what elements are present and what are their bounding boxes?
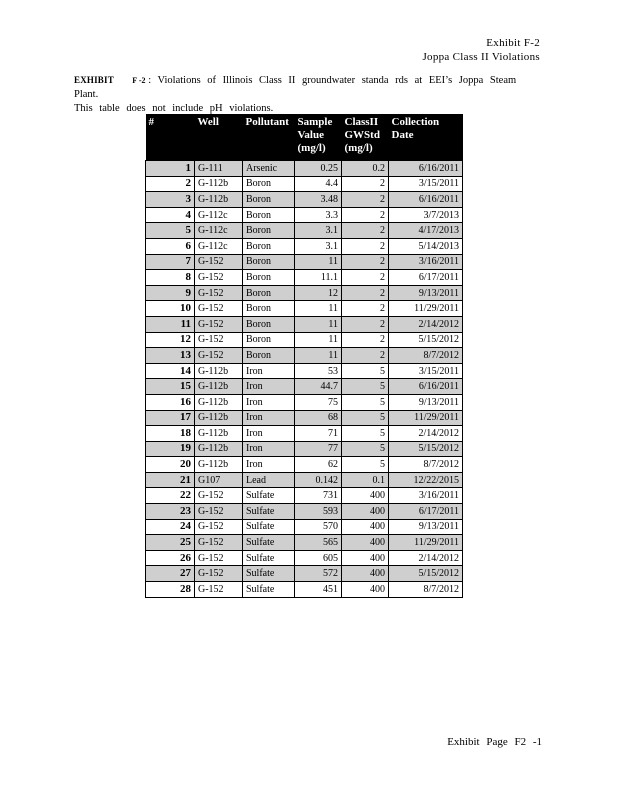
table-row [146,161,463,177]
pollutant-cell: Sulfate [243,488,295,504]
row-number: 4 [146,207,195,223]
sample-value-cell: 68 [295,410,342,426]
well-cell: G-152 [195,550,243,566]
collection-date-cell: 5/14/2013 [389,238,463,254]
collection-date-cell: 8/7/2012 [389,348,463,364]
pollutant-cell: Sulfate [243,504,295,520]
gw-standard-cell: 400 [342,488,389,504]
gw-standard-cell: 2 [342,332,389,348]
table-row [146,566,463,582]
row-number: 27 [146,566,195,582]
row-number: 24 [146,519,195,535]
table-row [146,363,463,379]
violations-table [145,114,463,598]
pollutant-cell: Sulfate [243,566,295,582]
row-number: 11 [146,316,195,332]
table-caption [74,73,544,116]
collection-date-cell: 9/13/2011 [389,285,463,301]
collection-date-cell: 8/7/2012 [389,582,463,598]
pollutant-cell: Boron [243,207,295,223]
gw-standard-cell: 5 [342,363,389,379]
collection-date-cell: 3/16/2011 [389,488,463,504]
table-row [146,176,463,192]
collection-date-cell: 6/17/2011 [389,270,463,286]
pollutant-cell: Boron [243,332,295,348]
caption-label: EXHIBIT [74,75,114,85]
col-header-pollutant: Pollutant [245,116,289,128]
collection-date-cell: 4/17/2013 [389,223,463,239]
well-cell: G-112c [195,223,243,239]
well-cell: G-112b [195,192,243,208]
gw-standard-cell: 0.2 [342,161,389,177]
well-cell: G-152 [195,316,243,332]
collection-date-cell: 6/16/2011 [389,379,463,395]
sample-value-cell: 11 [295,301,342,317]
pollutant-cell: Iron [243,441,295,457]
table-row [146,519,463,535]
sample-value-cell: 605 [295,550,342,566]
table-row [146,472,463,488]
pollutant-cell: Iron [243,379,295,395]
row-number: 12 [146,332,195,348]
caption-text: : Violations of Illinois Class II groundwater standa rds at EEI’s Joppa Steam Plant. [74,75,517,100]
collection-date-cell: 5/15/2012 [389,441,463,457]
sample-value-cell: 11.1 [295,270,342,286]
pollutant-cell: Sulfate [243,519,295,535]
page-footer: Exhibit Page F2 -1 [447,736,542,748]
pollutant-cell: Boron [243,348,295,364]
row-number: 20 [146,457,195,473]
row-number: 7 [146,254,195,270]
pollutant-cell: Iron [243,426,295,442]
sample-value-cell: 0.142 [295,472,342,488]
sample-value-cell: 3.1 [295,223,342,239]
caption-id: F -2 [132,76,146,85]
collection-date-cell: 3/7/2013 [389,207,463,223]
well-cell: G107 [195,472,243,488]
table-row [146,550,463,566]
sample-value-cell: 71 [295,426,342,442]
table-row [146,332,463,348]
pollutant-cell: Boron [243,270,295,286]
sample-value-cell: 75 [295,394,342,410]
sample-value-cell: 53 [295,363,342,379]
gw-standard-cell: 5 [342,379,389,395]
gw-standard-cell: 2 [342,192,389,208]
table-row [146,535,463,551]
well-cell: G-152 [195,301,243,317]
well-cell: G-152 [195,332,243,348]
pollutant-cell: Sulfate [243,550,295,566]
row-number: 18 [146,426,195,442]
sample-value-cell: 451 [295,582,342,598]
row-number: 8 [146,270,195,286]
table-row [146,394,463,410]
sample-value-cell: 12 [295,285,342,301]
collection-date-cell: 5/15/2012 [389,566,463,582]
collection-date-cell: 6/16/2011 [389,161,463,177]
pollutant-cell: Arsenic [243,161,295,177]
well-cell: G-152 [195,504,243,520]
well-cell: G-152 [195,582,243,598]
gw-standard-cell: 2 [342,176,389,192]
gw-standard-cell: 400 [342,504,389,520]
table-row [146,457,463,473]
collection-date-cell: 11/29/2011 [389,301,463,317]
sample-value-cell: 44.7 [295,379,342,395]
gw-standard-cell: 400 [342,566,389,582]
col-header-well: Well [197,116,219,128]
collection-date-cell: 2/14/2012 [389,426,463,442]
well-cell: G-112b [195,426,243,442]
col-header-number: # [148,116,154,128]
row-number: 13 [146,348,195,364]
pollutant-cell: Sulfate [243,582,295,598]
well-cell: G-152 [195,488,243,504]
collection-date-cell: 2/14/2012 [389,316,463,332]
row-number: 15 [146,379,195,395]
well-cell: G-112b [195,394,243,410]
gw-standard-cell: 5 [342,441,389,457]
sample-value-cell: 572 [295,566,342,582]
well-cell: G-152 [195,348,243,364]
pollutant-cell: Iron [243,410,295,426]
pollutant-cell: Boron [243,176,295,192]
gw-standard-cell: 5 [342,394,389,410]
row-number: 22 [146,488,195,504]
collection-date-cell: 3/15/2011 [389,176,463,192]
collection-date-cell: 11/29/2011 [389,535,463,551]
row-number: 28 [146,582,195,598]
sample-value-cell: 593 [295,504,342,520]
well-cell: G-152 [195,566,243,582]
pollutant-cell: Lead [243,472,295,488]
table-row [146,504,463,520]
gw-standard-cell: 2 [342,223,389,239]
well-cell: G-112b [195,176,243,192]
row-number: 5 [146,223,195,239]
table-row [146,379,463,395]
table-row [146,410,463,426]
table-row [146,441,463,457]
gw-standard-cell: 2 [342,254,389,270]
well-cell: G-112c [195,238,243,254]
well-cell: G-152 [195,270,243,286]
pollutant-cell: Boron [243,192,295,208]
sample-value-cell: 11 [295,316,342,332]
table-row [146,582,463,598]
pollutant-cell: Boron [243,238,295,254]
gw-standard-cell: 2 [342,270,389,286]
gw-standard-cell: 5 [342,410,389,426]
collection-date-cell: 5/15/2012 [389,332,463,348]
table-row [146,426,463,442]
col-header-gw-standard: ClassII GWStd (mg/l) [344,116,380,154]
collection-date-cell: 11/29/2011 [389,410,463,426]
sample-value-cell: 77 [295,441,342,457]
collection-date-cell: 3/16/2011 [389,254,463,270]
collection-date-cell: 2/14/2012 [389,550,463,566]
collection-date-cell: 3/15/2011 [389,363,463,379]
gw-standard-cell: 400 [342,535,389,551]
collection-date-cell: 6/17/2011 [389,504,463,520]
caption-note: This table does not include pH violations. [74,103,274,114]
gw-standard-cell: 2 [342,207,389,223]
pollutant-cell: Boron [243,223,295,239]
collection-date-cell: 9/13/2011 [389,519,463,535]
row-number: 26 [146,550,195,566]
collection-date-cell: 12/22/2015 [389,472,463,488]
sample-value-cell: 62 [295,457,342,473]
table-row [146,348,463,364]
table-row [146,238,463,254]
table-header-row [146,114,463,161]
well-cell: G-152 [195,519,243,535]
col-header-sample-value: Sample Value (mg/l) [297,116,333,154]
table-row [146,207,463,223]
row-number: 14 [146,363,195,379]
sample-value-cell: 731 [295,488,342,504]
gw-standard-cell: 5 [342,426,389,442]
pollutant-cell: Iron [243,457,295,473]
sample-value-cell: 3.48 [295,192,342,208]
well-cell: G-112b [195,363,243,379]
well-cell: G-152 [195,254,243,270]
well-cell: G-111 [195,161,243,177]
gw-standard-cell: 400 [342,582,389,598]
table-row [146,270,463,286]
row-number: 6 [146,238,195,254]
table-row [146,223,463,239]
well-cell: G-112c [195,207,243,223]
gw-standard-cell: 400 [342,519,389,535]
pollutant-cell: Iron [243,394,295,410]
sample-value-cell: 3.1 [295,238,342,254]
gw-standard-cell: 5 [342,457,389,473]
sample-value-cell: 11 [295,348,342,364]
well-cell: G-112b [195,457,243,473]
row-number: 3 [146,192,195,208]
row-number: 17 [146,410,195,426]
col-header-collection-date: Collection Date [391,116,440,141]
row-number: 2 [146,176,195,192]
gw-standard-cell: 2 [342,285,389,301]
pollutant-cell: Sulfate [243,535,295,551]
pollutant-cell: Boron [243,301,295,317]
pollutant-cell: Boron [243,316,295,332]
exhibit-title: Exhibit F-2 [486,37,540,49]
row-number: 9 [146,285,195,301]
gw-standard-cell: 0.1 [342,472,389,488]
sample-value-cell: 11 [295,254,342,270]
row-number: 16 [146,394,195,410]
collection-date-cell: 9/13/2011 [389,394,463,410]
pollutant-cell: Iron [243,363,295,379]
row-number: 23 [146,504,195,520]
row-number: 19 [146,441,195,457]
row-number: 25 [146,535,195,551]
gw-standard-cell: 2 [342,238,389,254]
collection-date-cell: 8/7/2012 [389,457,463,473]
row-number: 10 [146,301,195,317]
row-number: 21 [146,472,195,488]
table-row [146,316,463,332]
well-cell: G-112b [195,410,243,426]
table-row [146,192,463,208]
gw-standard-cell: 2 [342,316,389,332]
gw-standard-cell: 2 [342,301,389,317]
sample-value-cell: 4.4 [295,176,342,192]
sample-value-cell: 0.25 [295,161,342,177]
sample-value-cell: 570 [295,519,342,535]
pollutant-cell: Boron [243,285,295,301]
collection-date-cell: 6/16/2011 [389,192,463,208]
table-row [146,488,463,504]
gw-standard-cell: 2 [342,348,389,364]
pollutant-cell: Boron [243,254,295,270]
table-row [146,285,463,301]
exhibit-subtitle: Joppa Class II Violations [422,51,540,63]
well-cell: G-152 [195,285,243,301]
table-row [146,301,463,317]
sample-value-cell: 565 [295,535,342,551]
well-cell: G-152 [195,535,243,551]
well-cell: G-112b [195,441,243,457]
gw-standard-cell: 400 [342,550,389,566]
sample-value-cell: 3.3 [295,207,342,223]
sample-value-cell: 11 [295,332,342,348]
table-body [146,161,463,598]
row-number: 1 [146,161,195,177]
well-cell: G-112b [195,379,243,395]
table-row [146,254,463,270]
